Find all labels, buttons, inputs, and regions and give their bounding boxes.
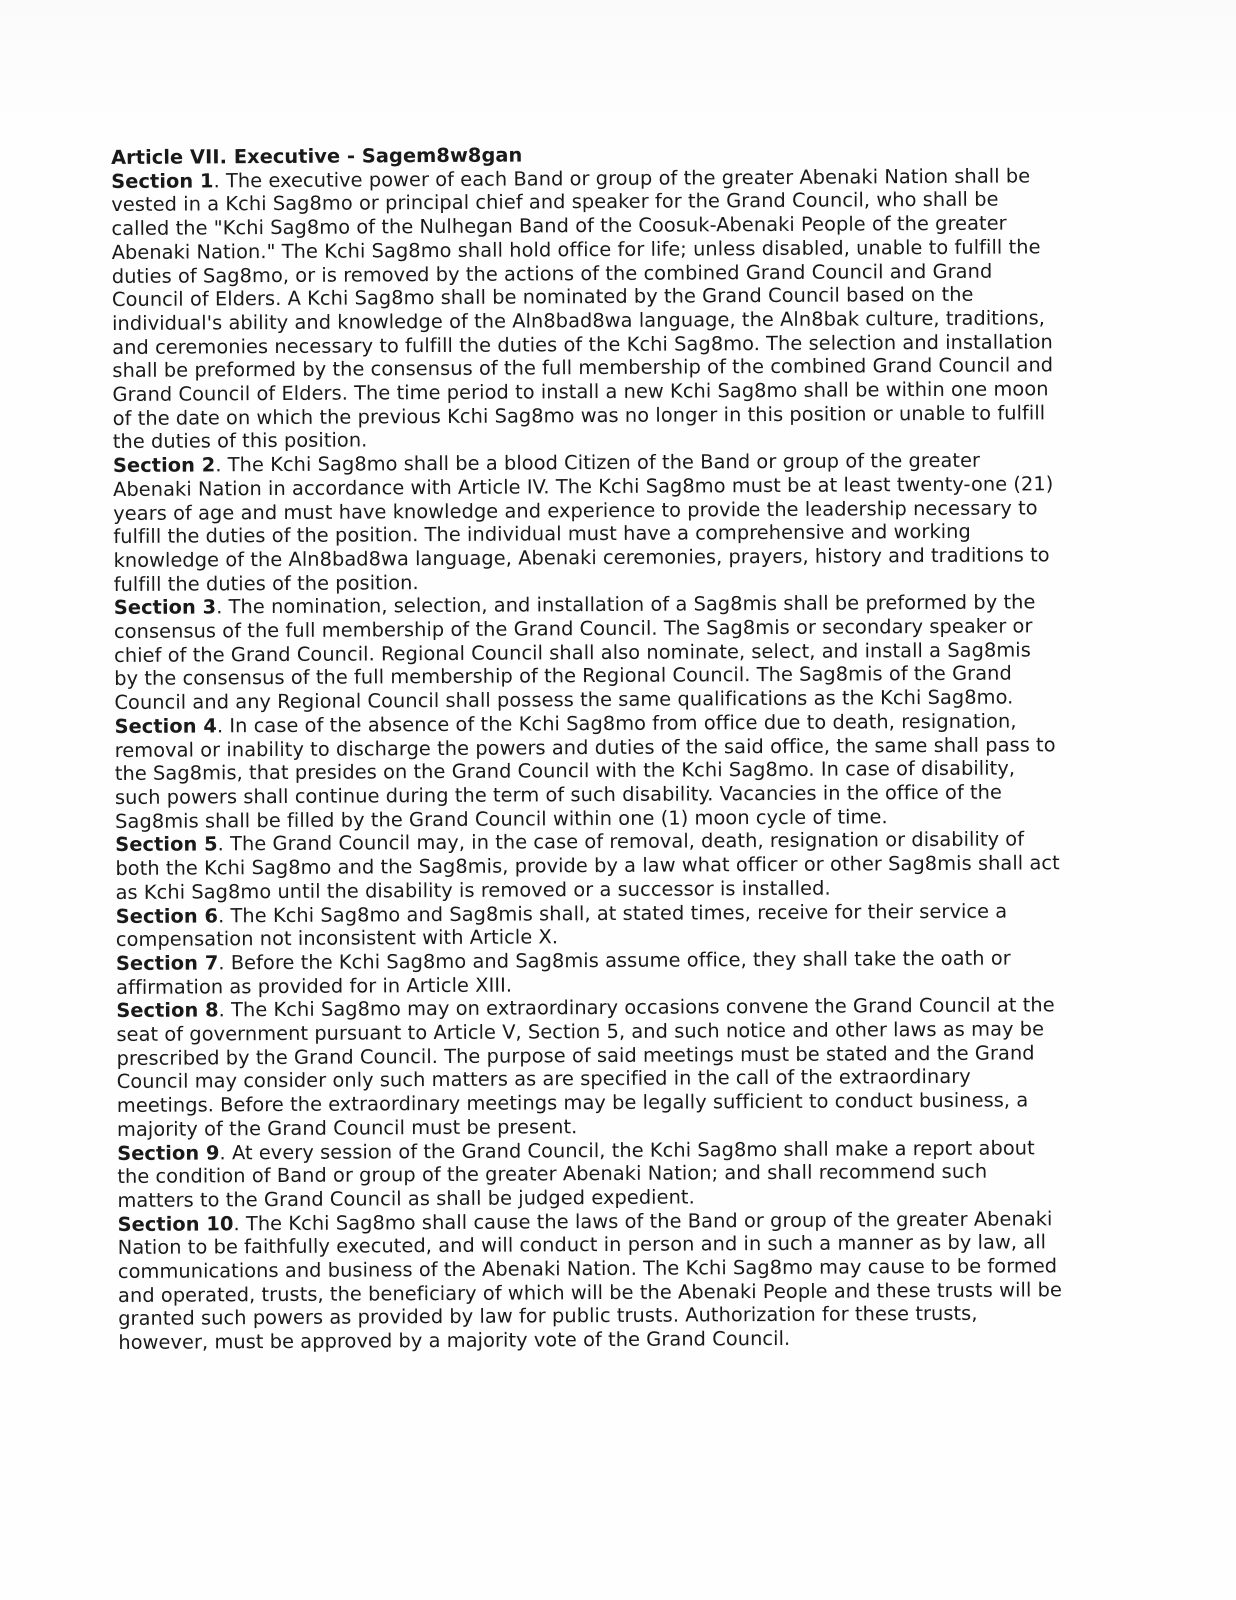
document-body: [111, 140, 1063, 1355]
section-label: Section 7: [115, 951, 219, 975]
section-label: Section 8: [116, 998, 219, 1023]
section-label: Section 9: [117, 1140, 220, 1165]
section-label: Section 5: [115, 832, 218, 857]
section-text: . The Kchi Sag8mo and Sag8mis shall, at stated times, receive for their service a compensation not inconsistent with Article X.: [115, 899, 1008, 952]
section-9: [117, 1136, 1062, 1213]
section-text: . In case of the absence of the Kchi Sag8mo from office due to death, resignation, removal or inability to discharge the powers and duties of the said office, the same shall pass to the Sag8mis, that presides on the Grand Council with the Kchi Sag8mo. In case of disability, such powers shall continue during the term of such disability. Vacancies in the office of the Sag8mis shall be filled by the Grand Council within one (1) moon cycle of time.: [114, 709, 1056, 833]
section-label: Section 2: [112, 453, 216, 478]
section-text: . The Kchi Sag8mo may on extraordinary occasions convene the Grand Council at the seat of government pursuant to Article V, Section 5, and such notice and other laws as may be prescribed by the Grand Council. The purpose of said meetings must be stated and the Grand Council may consider only such matters as are specified in the call of the extraordinary meetings. Before the extraordinary meetings may be legally sufficient to conduct business, a majority of the Grand Council must be present.: [116, 993, 1055, 1141]
section-label: Section 4: [114, 714, 217, 738]
section-7: [116, 946, 1061, 999]
section-label: Section 3: [113, 595, 217, 620]
section-text: . Before the Kchi Sag8mo and Sag8mis assume office, they shall take the oath or affirmation as provided for in Article XIII.: [116, 946, 1011, 999]
section-label: Section 1: [111, 169, 214, 193]
section-4: [114, 709, 1060, 833]
article-title: Article VII. Executive - Sagem8w8gan: [111, 143, 523, 169]
section-label: Section 6: [115, 903, 219, 928]
section-text: . The nomination, selection, and installation of a Sag8mis shall be preformed by the consensus of the full membership of the Grand Council. The Sag8mis or secondary speaker or chief of the Grand Council. Regional Council shall also nominate, select, and install a Sag8mis by the consensus of the full membership of the Regional Council. The Sag8mis of the Grand Council and any Regional Council shall possess the same qualifications as the Kchi Sag8mo.: [113, 590, 1036, 715]
section-1: [111, 164, 1058, 454]
scan-shading: [0, 0, 1236, 130]
section-6: [116, 899, 1061, 952]
section-label: Section 10: [117, 1211, 234, 1236]
section-text: . The executive power of each Band or group of the greater Abenaki Nation shall be vested in a Kchi Sag8mo or principal chief and speaker for the Grand Council, who shall be called the "Kchi Sag8mo of the Nulhegan Band of the Coosuk-Abenaki People of the greater Abenaki Nation." The Kchi Sag8mo shall hold office for life; unless disabled, unable to fulfill the duties of Sag8mo, or is removed by the actions of the combined Grand Council and Grand Council of Elders. A Kchi Sag8mo shall be nominated by the Grand Council based on the individual's ability and knowledge of the Aln8bad8wa language, the Aln8bak culture, traditions, and ceremonies necessary to fulfill the duties of the Kchi Sag8mo. The selection and installation shall be preformed by the consensus of the full membership of the combined Grand Council and Grand Council of Elders. The time period to install a new Kchi Sag8mo shall be within one moon of the date on which the previous Kchi Sag8mo was no longer in this position or unable to fulfill the duties of this position.: [111, 164, 1054, 454]
section-10: [118, 1207, 1064, 1355]
section-8: [116, 994, 1062, 1142]
section-text: . At every session of the Grand Council, the Kchi Sag8mo shall make a report about the condition of Band or group of the greater Abenaki Nation; and shall recommend such matters to the Grand Council as shall be judged expedient.: [117, 1135, 1035, 1212]
section-text: . The Grand Council may, in the case of removal, death, resignation or disability of both the Kchi Sag8mo and the Sag8mis, provide by a law what officer or other Sag8mis shall act as Kchi Sag8mo until the disability is removed or a successor is installed.: [115, 827, 1060, 904]
section-text: . The Kchi Sag8mo shall be a blood Citizen of the Band or group of the greater Abenaki Nation in accordance with Article IV. The Kchi Sag8mo must be at least twenty-one (21) years of age and must have knowledge and experience to provide the leadership necessary to fulfill the duties of the position. The individual must have a comprehensive and working knowledge of the Aln8bad8wa language, Abenaki ceremonies, prayers, history and traditions to fulfill the duties of the position.: [113, 448, 1054, 596]
section-2: [113, 448, 1059, 596]
section-text: . The Kchi Sag8mo shall cause the laws of the Band or group of the greater Abenaki Nation to be faithfully executed, and will conduct in person and in such a manner as by law, all communications and business of the Abenaki Nation. The Kchi Sag8mo may cause to be formed and operated, trusts, the beneficiary of which will be the Abenaki People and these trusts will be granted such powers as provided by law for public trusts. Authorization for these trusts, however, must be approved by a majority vote of the Grand Council.: [117, 1206, 1062, 1355]
section-5: [115, 828, 1060, 905]
section-3: [114, 591, 1060, 715]
